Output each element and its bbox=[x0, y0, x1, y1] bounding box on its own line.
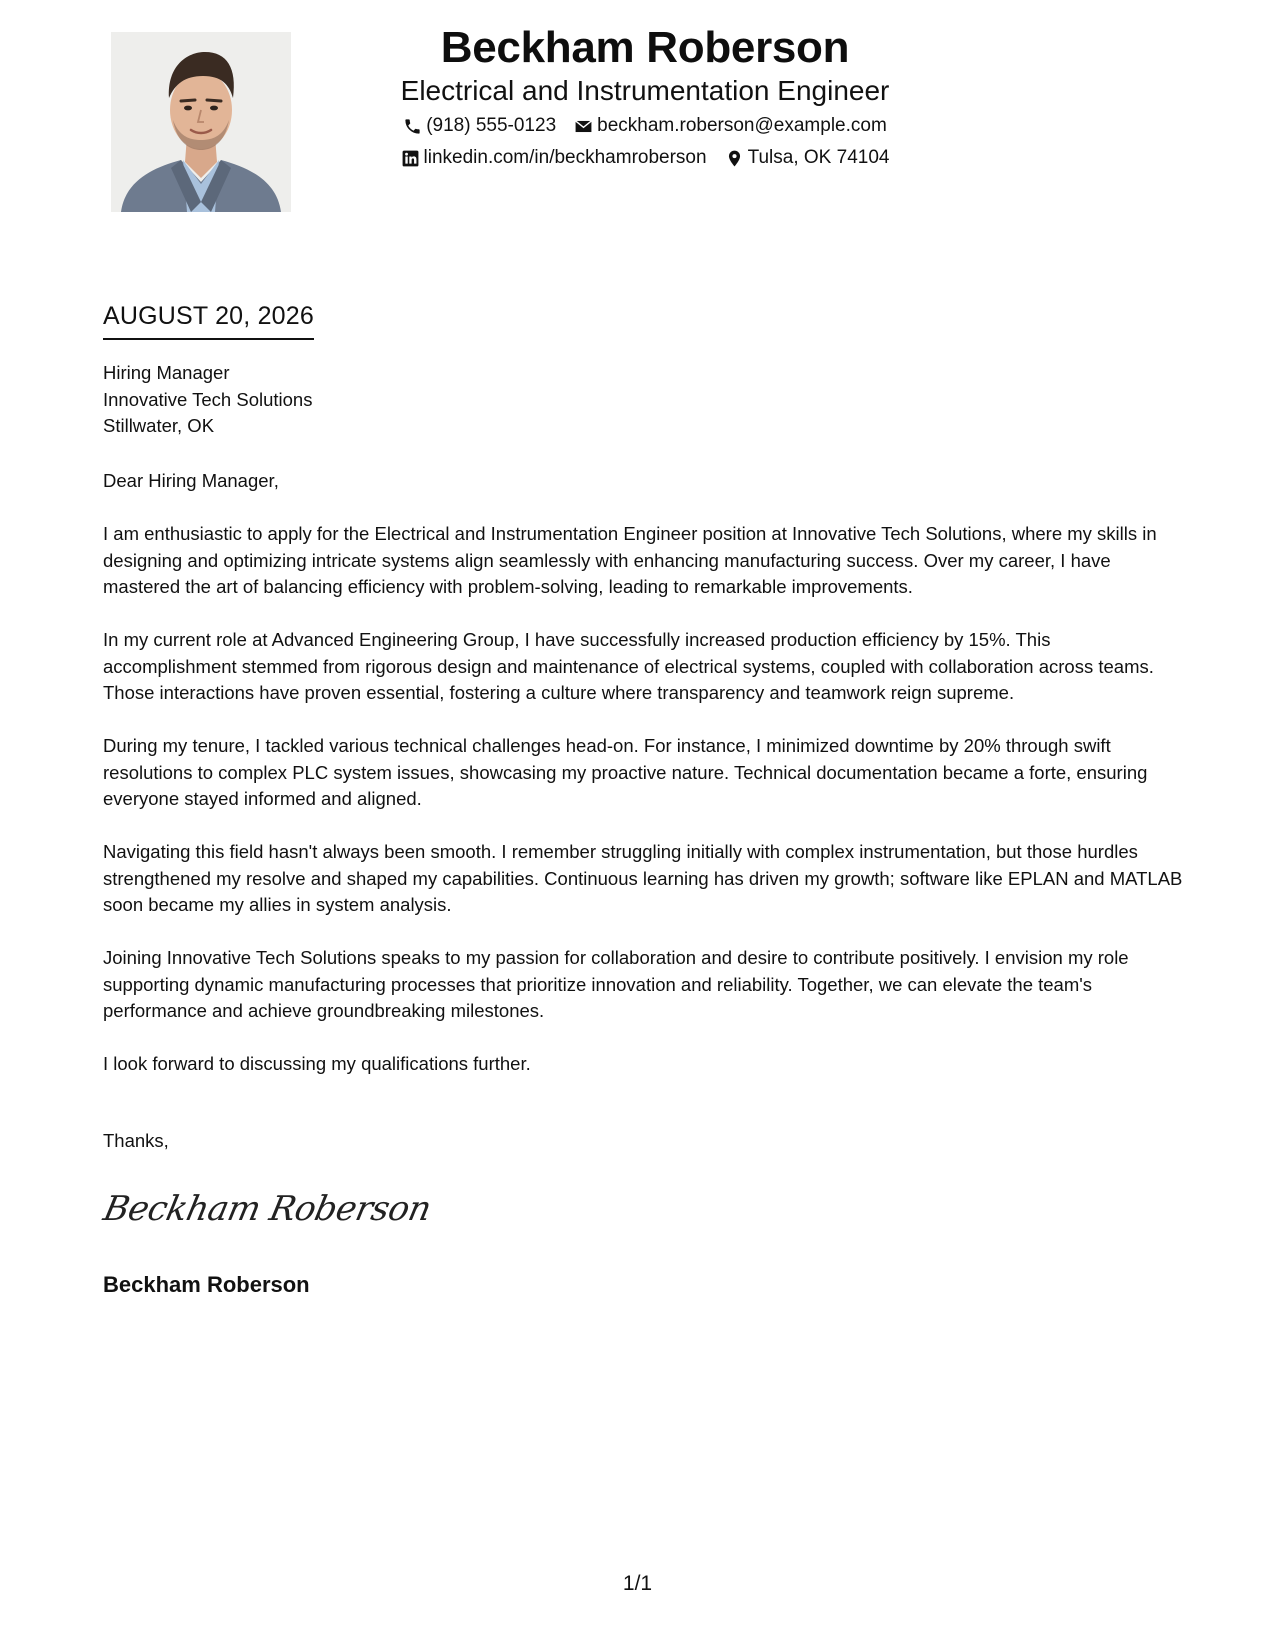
body-paragraph: I am enthusiastic to apply for the Electrical and Instrumentation Engineer position at Innovative Tech Solutions, where my skills in designing and optimizing intricate systems align seamlessly with enhancing manufacturing success. Over my career, I have mastered the art of balancing efficiency with problem-solving, leading to remarkable improvements. bbox=[103, 523, 1157, 597]
signer-name: Beckham Roberson bbox=[103, 1272, 310, 1297]
body-paragraph: Joining Innovative Tech Solutions speaks to my passion for collaboration and desire to contribute positively. I envision my role supporting dynamic manufacturing processes that prioritize innovation and reliability. Together, we can elevate the team's performance and achieve groundbreaking milestones. bbox=[103, 947, 1129, 1021]
contact-email bbox=[574, 110, 887, 142]
portrait-image bbox=[111, 32, 291, 212]
linkedin-icon bbox=[401, 149, 420, 168]
contact-row-2 bbox=[340, 142, 950, 174]
envelope-icon bbox=[574, 117, 593, 136]
letter-date: AUGUST 20, 2026 bbox=[103, 300, 314, 340]
location-text: Tulsa, OK 74104 bbox=[747, 147, 890, 168]
body-paragraph: Navigating this field hasn't always been smooth. I remember struggling initially with complex instrumentation, but those hurdles strengthened my resolve and shaped my capabilities. Continuous learning has driven my growth; software like EPLAN and MATLAB soon became my allies in system analysis. bbox=[103, 841, 1183, 915]
phone-text: (918) 555-0123 bbox=[426, 115, 557, 136]
profile-photo bbox=[111, 32, 291, 212]
recipient-name: Hiring Manager bbox=[103, 362, 230, 383]
salutation: Dear Hiring Manager, bbox=[103, 470, 279, 491]
phone-icon bbox=[403, 117, 422, 136]
body-paragraph: I look forward to discussing my qualifications further. bbox=[103, 1053, 531, 1074]
signature-image bbox=[100, 1182, 435, 1232]
handwritten-signature bbox=[100, 1182, 435, 1232]
applicant-title: Electrical and Instrumentation Engineer bbox=[400, 75, 890, 106]
recipient-block bbox=[103, 360, 312, 440]
email-text: beckham.roberson@example.com bbox=[597, 115, 887, 136]
body-paragraph: In my current role at Advanced Engineering Group, I have successfully increased production efficiency by 15%. This accomplishment stemmed from rigorous design and maintenance of electrical systems, coupled with collaboration across teams. Those interactions have proven essential, fostering a culture where transparency and teamwork reign supreme. bbox=[103, 629, 1154, 703]
body-paragraph: During my tenure, I tackled various technical challenges head-on. For instance, I minimized downtime by 20% through swift resolutions to complex PLC system issues, showcasing my proactive nature. Technical documentation became a forte, ensuring everyone stayed informed and aligned. bbox=[103, 735, 1148, 809]
applicant-name: Beckham Roberson bbox=[440, 23, 850, 72]
contact-phone bbox=[403, 110, 556, 142]
contact-row-1 bbox=[340, 110, 950, 142]
signature-glyphs: Beckham Roberson bbox=[100, 1189, 435, 1229]
closing: Thanks, bbox=[103, 1130, 169, 1151]
map-pin-icon bbox=[725, 149, 744, 168]
linkedin-text: linkedin.com/in/beckhamroberson bbox=[423, 147, 707, 168]
recipient-location: Stillwater, OK bbox=[103, 415, 215, 436]
page-number: 1/1 bbox=[622, 1572, 653, 1595]
letter-header bbox=[340, 22, 950, 174]
letter-body bbox=[103, 468, 1183, 1104]
recipient-company: Innovative Tech Solutions bbox=[103, 388, 313, 410]
contact-linkedin bbox=[401, 142, 707, 174]
contact-location bbox=[725, 142, 890, 174]
